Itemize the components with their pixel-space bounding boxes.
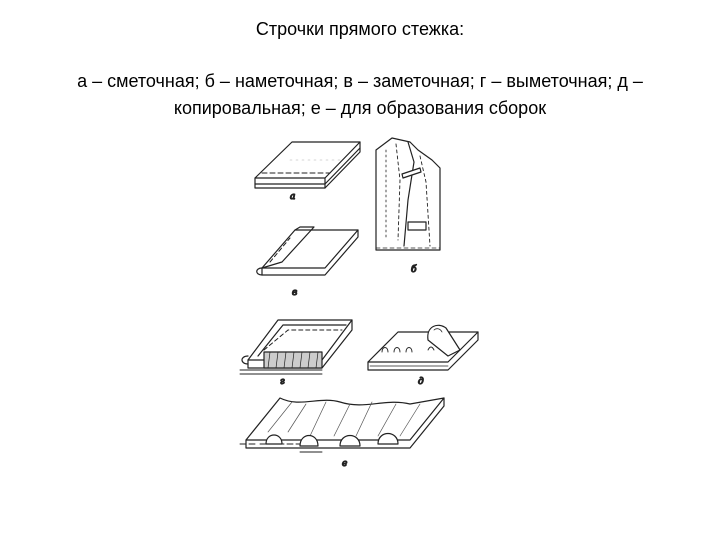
label-e: е [342, 459, 348, 469]
slide-caption: а – сметочная; б – наметочная; в – заметочная; г – выметочная; д – копировальная; е – для образования сборок [77, 71, 643, 118]
label-g: г [280, 377, 285, 387]
label-a: а [290, 192, 296, 202]
label-d: д [418, 377, 424, 387]
figure-b-jacket-marking [376, 138, 440, 275]
figure-a-basting-seam [255, 142, 360, 202]
figure-v-folded-seam [257, 227, 358, 298]
label-b: б [411, 265, 417, 275]
slide-title: Строчки прямого стежка: [255, 19, 465, 39]
figure-e-gathering-seam [240, 398, 444, 469]
figure-g-edge-seam [240, 320, 352, 387]
figure-d-tailor-tacks [368, 325, 478, 387]
label-v: в [292, 288, 298, 298]
